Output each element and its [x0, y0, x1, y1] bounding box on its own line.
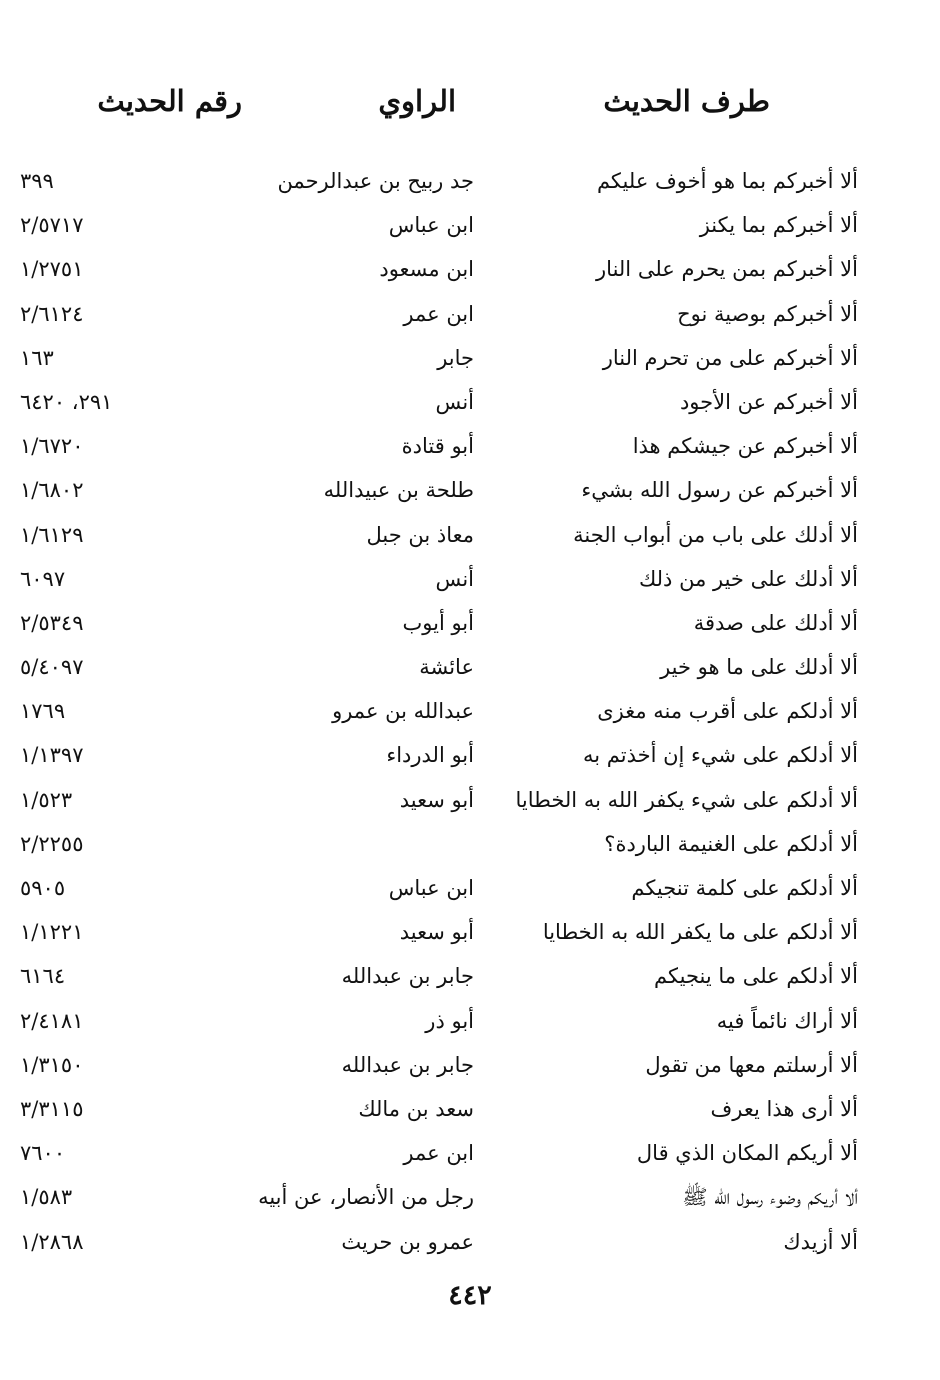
hadith-number: ١/٦٧٢٠ [20, 434, 84, 459]
hadith-title: ألا أدلكم على ما ينجيكم [654, 964, 858, 989]
narrator: عمرو بن حريث [341, 1229, 474, 1254]
hadith-title: ألا أدلكم على كلمة تنجيكم [631, 876, 858, 900]
table-row [0, 602, 940, 646]
hadith-number: ٥/٤٠٩٧ [20, 655, 84, 680]
table-row [0, 248, 940, 292]
hadith-number: ١/٥٢٣ [20, 787, 73, 812]
hadith-number: ١/١٢٢١ [20, 920, 84, 945]
table-row [0, 337, 940, 381]
hadith-title: ألا أزيدك [783, 1229, 858, 1254]
hadith-title: ألا أدلكم على شيء يكفر الله به الخطايا [515, 787, 858, 812]
hadith-title: ألا أدلكم على أقرب منه مغزى [597, 699, 858, 724]
hadith-title: ألا أرسلتم معها من تقول [645, 1052, 858, 1077]
table-row [0, 911, 940, 955]
column-header-hadith-number: رقم الحديث [97, 84, 242, 118]
narrator: ابن عباس [388, 876, 474, 900]
hadith-number: ١/٦١٢٩ [20, 522, 84, 547]
narrator: سعد بن مالك [358, 1096, 474, 1121]
table-row [0, 425, 940, 469]
hadith-number: ٢/٦١٢٤ [20, 301, 84, 326]
hadith-index-table [0, 160, 940, 1265]
hadith-number: ٦١٦٤ [20, 964, 66, 989]
hadith-number: ١/٢٨٦٨ [20, 1229, 84, 1254]
hadith-number: ٢/٥٧١٧ [20, 213, 84, 238]
narrator: عائشة [419, 655, 474, 680]
hadith-number: ٢/٤١٨١ [20, 1008, 84, 1033]
hadith-title: ألا أخبركم بمن يحرم على النار [596, 257, 858, 282]
hadith-number: ١/٣١٥٠ [20, 1052, 84, 1077]
narrator: أبو أيوب [402, 610, 474, 635]
hadith-title: ألا أدلك على خير من ذلك [638, 566, 858, 591]
narrator: أبو سعيد [399, 920, 474, 945]
table-row [0, 1132, 940, 1176]
narrator: جابر [437, 345, 474, 370]
hadith-title: ألا أراك نائماً فيه [716, 1008, 858, 1033]
table-row [0, 1088, 940, 1132]
hadith-number: ١/٥٨٣ [20, 1185, 73, 1210]
hadith-number: ١٦٣ [20, 345, 54, 370]
table-row [0, 779, 940, 823]
table-row [0, 160, 940, 204]
hadith-title: ألا أرى هذا يعرف [710, 1096, 858, 1121]
table-row [0, 469, 940, 513]
page-number: ٤٤٢ [448, 1280, 492, 1311]
hadith-title: ألا أخبركم عن رسول الله بشيء [581, 478, 858, 503]
table-row [0, 1176, 940, 1220]
table-row [0, 1221, 940, 1265]
hadith-title: ألا أريكم المكان الذي قال [636, 1141, 858, 1166]
column-header-hadith-title: طرف الحديث [603, 84, 770, 118]
narrator: أنس [435, 389, 474, 414]
narrator: رجل من الأنصار، عن أبيه [258, 1185, 474, 1210]
hadith-number: ٥٩٠٥ [20, 876, 66, 900]
hadith-number: ٣٩٩ [20, 169, 54, 193]
table-row [0, 514, 940, 558]
narrator: أنس [435, 566, 474, 591]
hadith-title: ألا أخبركم عن جيشكم هذا [632, 434, 858, 459]
table-row [0, 381, 940, 425]
hadith-number: ١/١٣٩٧ [20, 743, 84, 768]
hadith-title: ألا أدلك على باب من أبواب الجنة [573, 522, 858, 547]
narrator: أبو الدرداء [386, 743, 474, 768]
table-row [0, 293, 940, 337]
narrator: ابن عمر [403, 301, 474, 326]
table-row [0, 867, 940, 911]
hadith-number: ٦٠٩٧ [20, 566, 66, 591]
hadith-title: ألا أخبركم بما يكنز [699, 213, 858, 238]
table-row [0, 646, 940, 690]
hadith-title: ألا أريكم وضوء رسول الله ﷺ [682, 1185, 858, 1210]
column-header-narrator: الراوي [378, 84, 456, 118]
narrator: طلحة بن عبيدالله [323, 478, 474, 503]
narrator: عبدالله بن عمرو [332, 699, 474, 724]
table-row [0, 1044, 940, 1088]
hadith-title: ألا أخبركم بما هو أخوف عليكم [596, 169, 858, 193]
hadith-title: ألا أدلكم على الغنيمة الباردة؟ [604, 831, 858, 856]
hadith-number: ٢/٥٣٤٩ [20, 610, 84, 635]
hadith-number: ١٧٦٩ [20, 699, 66, 724]
table-row [0, 690, 940, 734]
hadith-title: ألا أخبركم على من تحرم النار [602, 345, 858, 370]
table-row [0, 823, 940, 867]
narrator: أبو ذر [425, 1008, 474, 1033]
hadith-number: ٢٩١، ٦٤٢٠ [20, 389, 113, 414]
hadith-number: ١/٢٧٥١ [20, 257, 84, 282]
narrator: أبو قتادة [401, 434, 474, 459]
hadith-title: ألا أدلك على ما هو خير [660, 655, 858, 680]
narrator: جد ربيح بن عبدالرحمن [277, 169, 474, 193]
hadith-number: ٧٦٠٠ [20, 1141, 66, 1166]
hadith-title: ألا أدلك على صدقة [693, 610, 858, 635]
hadith-title: ألا أخبركم بوصية نوح [677, 301, 858, 326]
narrator: جابر بن عبدالله [341, 964, 474, 989]
hadith-title: ألا أخبركم عن الأجود [679, 389, 858, 414]
narrator: أبو سعيد [399, 787, 474, 812]
table-row [0, 955, 940, 999]
narrator: ابن عباس [388, 213, 474, 238]
table-row [0, 558, 940, 602]
hadith-title: ألا أدلكم على شيء إن أخذتم به [583, 743, 858, 768]
narrator: ابن عمر [403, 1141, 474, 1166]
narrator: معاذ بن جبل [366, 522, 474, 547]
hadith-title: ألا أدلكم على ما يكفر الله به الخطايا [542, 920, 858, 945]
narrator: جابر بن عبدالله [341, 1052, 474, 1077]
table-row [0, 204, 940, 248]
hadith-number: ١/٦٨٠٢ [20, 478, 84, 503]
table-row [0, 734, 940, 778]
narrator: ابن مسعود [379, 257, 474, 282]
hadith-number: ٢/٢٢٥٥ [20, 831, 84, 856]
hadith-number: ٣/٣١١٥ [20, 1096, 84, 1121]
table-row [0, 1000, 940, 1044]
table-header [0, 84, 940, 134]
